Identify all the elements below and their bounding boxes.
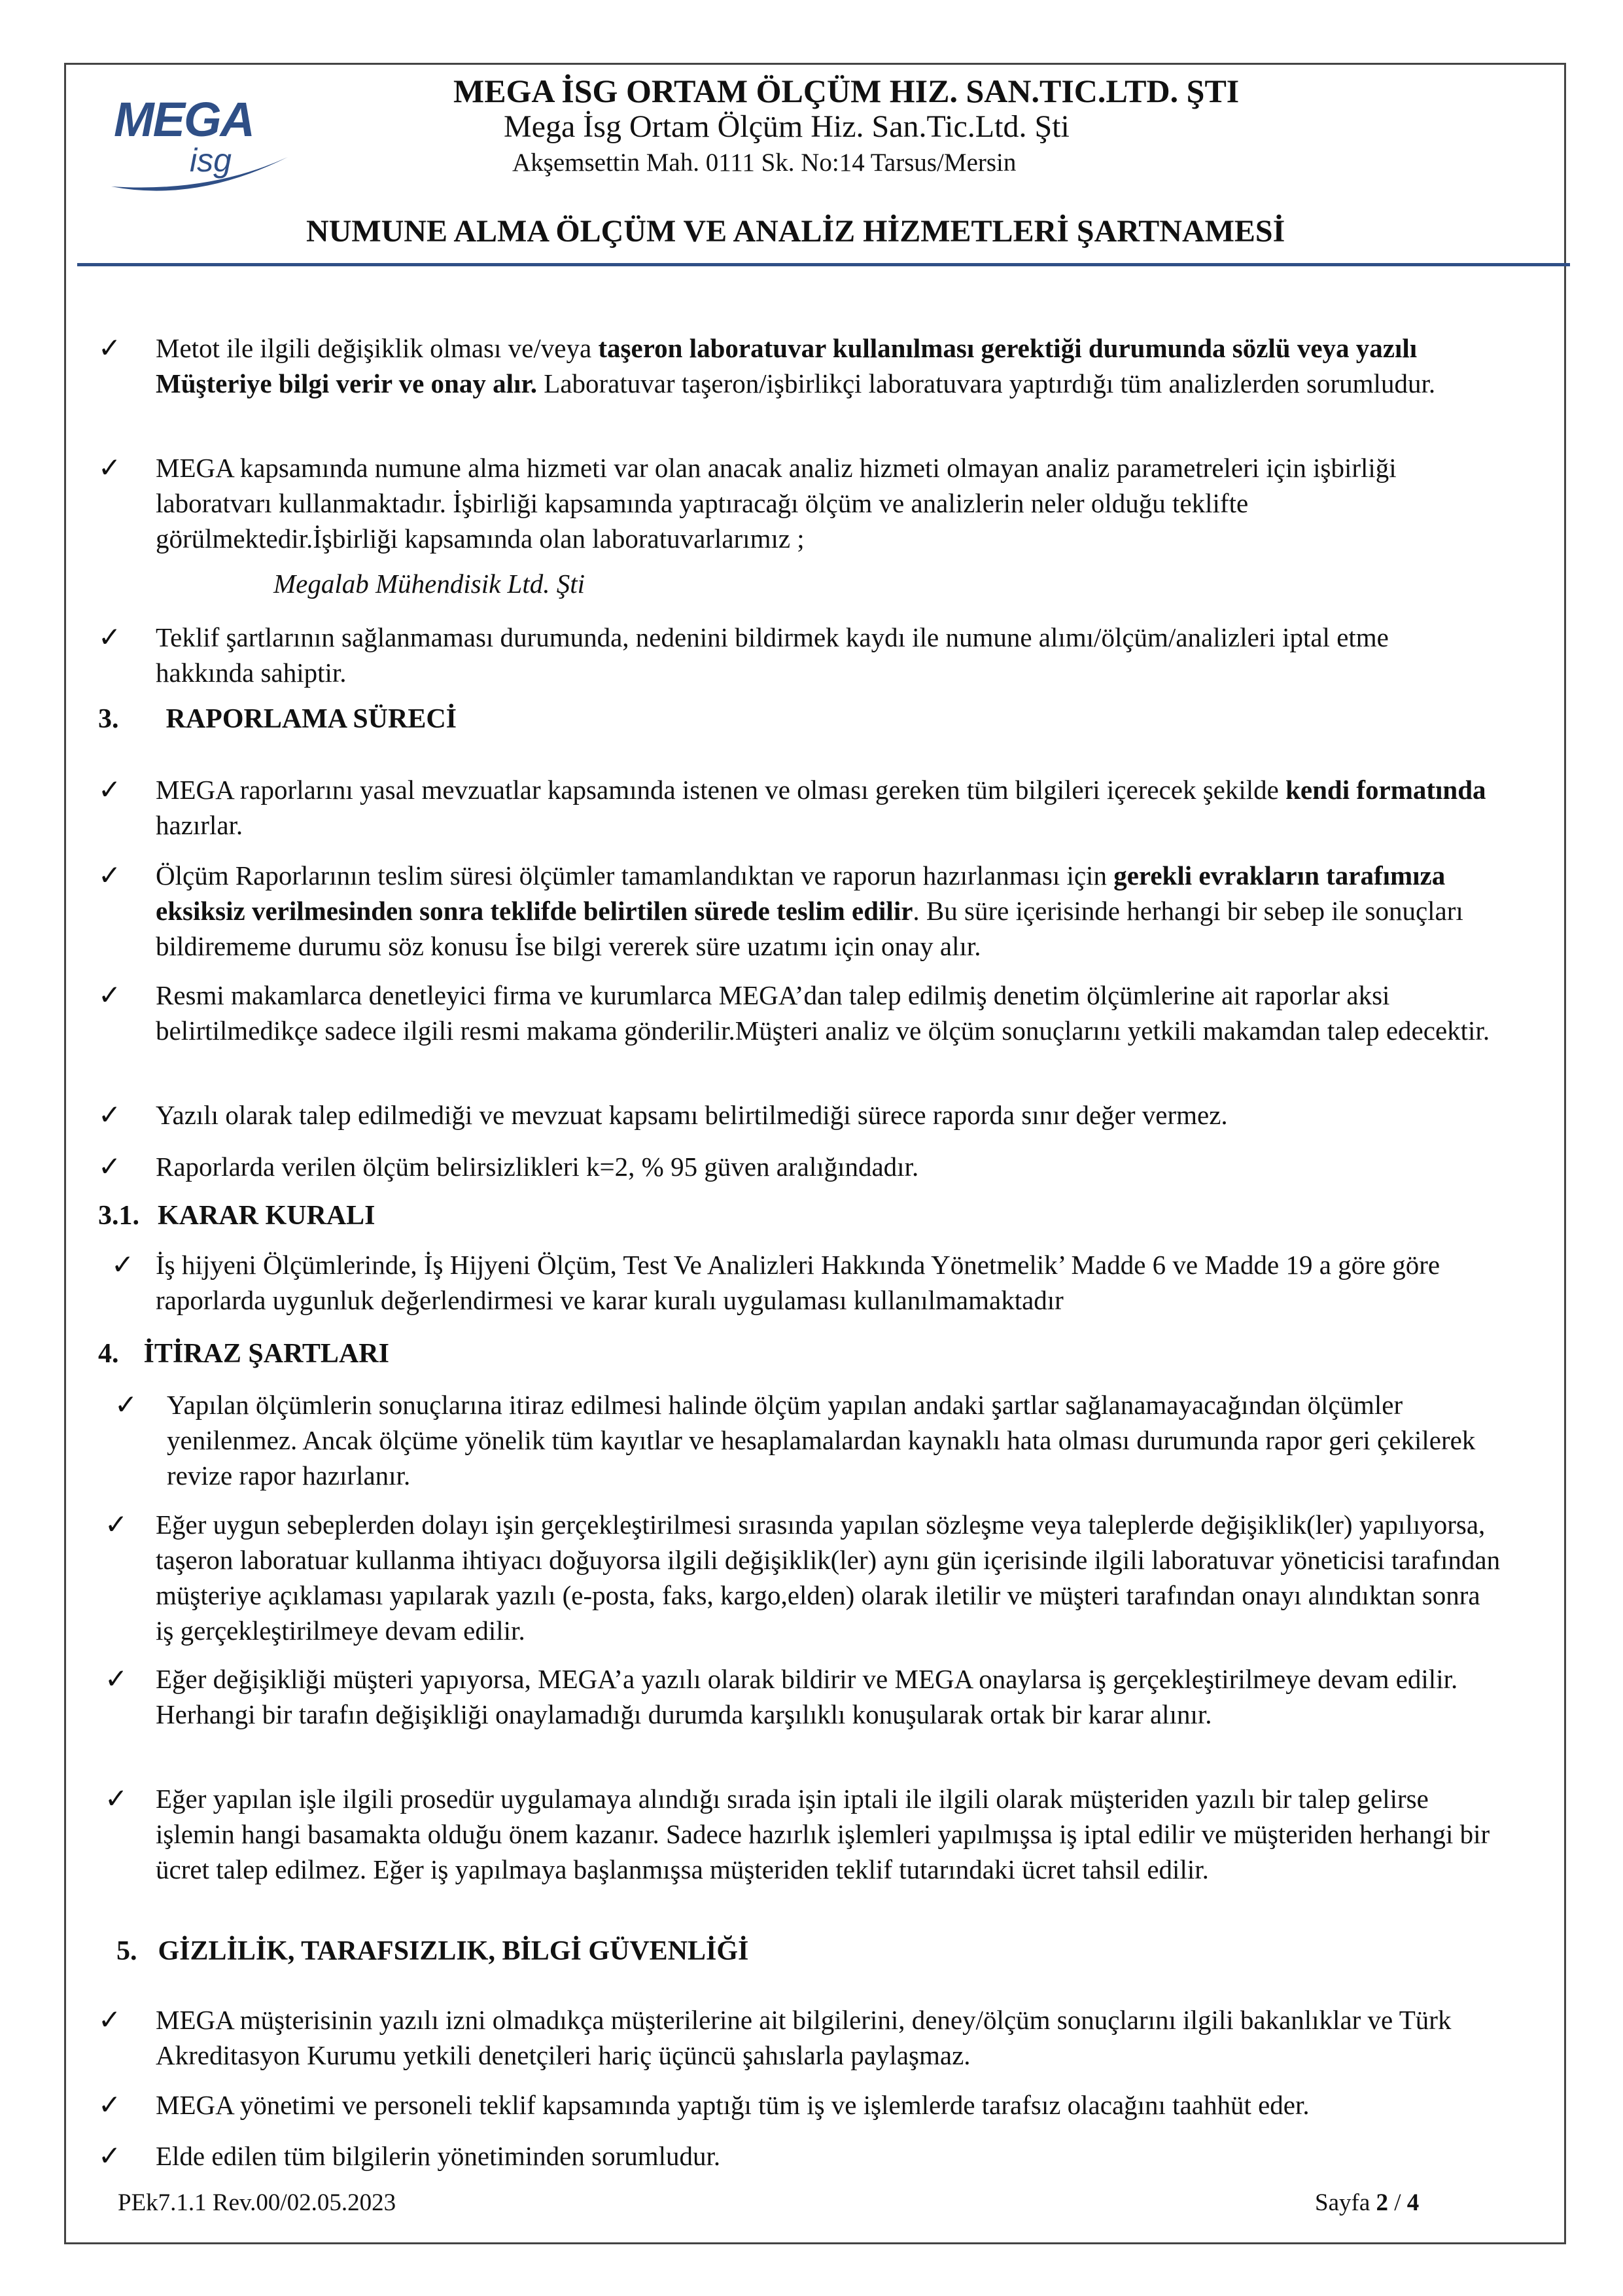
section-heading: 3. RAPORLAMA SÜRECİ — [98, 704, 457, 734]
header-divider — [77, 263, 1570, 266]
list-item-text: İş hijyeni Ölçümlerinde, İş Hijyeni Ölçüm, Test Ve Analizleri Hakkında Yönetmelik’ Madde 6 ve Madde 19 a göre göre raporlarda uygunluk değerlendirmesi ve karar kuralı uygulaması kullanılmamaktadır — [156, 1250, 1440, 1315]
document-code: PEk7.1.1 Rev.00/02.05.2023 — [118, 2189, 396, 2216]
check-icon: ✓ — [98, 2004, 122, 2036]
check-icon: ✓ — [98, 621, 122, 653]
check-icon: ✓ — [98, 451, 122, 484]
list-item-text: Eğer değişikliği müşteri yapıyorsa, MEGA’a yazılı olarak bildirir ve MEGA onaylarsa iş gerçekleştirilmeye devam edilir. Herhangi bir tarafın değişikliği onaylamadığı durumda karşılıklı konuşularak ortak bir karar alınır. — [156, 1664, 1458, 1729]
check-icon: ✓ — [105, 1782, 128, 1814]
check-icon: ✓ — [98, 859, 122, 891]
check-icon: ✓ — [105, 1663, 128, 1695]
list-item-text: Eğer uygun sebeplerden dolayı işin gerçekleştirilmesi sırasında yapılan sözleşme veya taleplerde değişiklik(ler) yapılıyorsa, taşeron laboratuar kullanma ihtiyacı doğuyorsa ilgili değişiklik(ler) aynı gün içerisinde ilgili laboratuvar yöneticisi tarafından müşteriye açıklaması yapılarak yazılı (e-posta, faks, kargo,elden) olarak iletilir ve müşteri tarafından onayı alındıktan sonra iş gerçekleştirilmeye devam edilir. — [156, 1510, 1501, 1646]
check-icon: ✓ — [98, 2140, 122, 2172]
list-item-text: Resmi makamlarca denetleyici firma ve kurumlarca MEGA’dan talep edilmiş denetim ölçümlerine ait raporlar aksi belirtilmedikçe sadece ilgili resmi makama gönderilir.Müşteri analiz ve ölçüm sonuçlarını yetkili makamdan talep edecektir. — [156, 980, 1490, 1046]
list-item-text: Elde edilen tüm bilgilerin yönetiminden sorumludur. — [156, 2141, 721, 2171]
list-item-text: Eğer yapılan işle ilgili prosedür uygulamaya alındığı sırada işin iptali ile ilgili olarak müşteriden yazılı bir talep gelirse işlemin hangi basamakta olduğu önem kazanır. Sadece hazırlık işlemleri yapılmışsa iş iptal edilir ve müşteriden herhangi bir ücret talep edilmez. Eğer iş yapılmaya başlanmışsa müşteriden teklif tutarındaki ücret tahsil edilir. — [156, 1784, 1490, 1884]
partner-lab-name: Megalab Mühendisik Ltd. Şti — [273, 569, 585, 599]
check-icon: ✓ — [98, 1150, 122, 1182]
check-icon: ✓ — [111, 1248, 135, 1280]
document-title: NUMUNE ALMA ÖLÇÜM VE ANALİZ HİZMETLERİ ŞARTNAMESİ — [306, 214, 1285, 249]
company-name-bold: MEGA İSG ORTAM ÖLÇÜM HIZ. SAN.TIC.LTD. ŞTI — [453, 73, 1240, 109]
list-item-text: Metot ile ilgili değişiklik olması ve/veya taşeron laboratuvar kullanılması gerektiği durumunda sözlü veya yazılı Müşteriye bilgi verir ve onay alır. Laboratuvar taşeron/işbirlikçi laboratuvara yaptırdığı tüm analizlerden sorumludur. — [156, 333, 1436, 398]
logo-text: MEGA — [114, 92, 254, 147]
section-heading: 5. GİZLİLİK, TARAFSIZLIK, BİLGİ GÜVENLİĞİ — [116, 1936, 749, 1966]
company-logo — [98, 79, 301, 209]
company-name: Mega İsg Ortam Ölçüm Hiz. San.Tic.Ltd. Şti — [504, 109, 1070, 144]
company-address: Akşemsettin Mah. 0111 Sk. No:14 Tarsus/Mersin — [512, 149, 1017, 177]
check-icon: ✓ — [105, 1508, 128, 1540]
logo-subtext: isg — [190, 142, 232, 179]
list-item-text: Ölçüm Raporlarının teslim süresi ölçümler tamamlandıktan ve raporun hazırlanması için gerekli evrakların tarafımıza eksiksiz verilmesinden sonra teklifde belirtilen sürede teslim edilir. Bu süre içerisinde herhangi bir sebep ile sonuçları bildirememe durumu söz konusu İse bilgi vererek süre uzatımı için onay alır. — [156, 860, 1463, 961]
check-icon: ✓ — [98, 332, 122, 364]
check-icon: ✓ — [98, 773, 122, 805]
check-icon: ✓ — [98, 979, 122, 1011]
check-icon: ✓ — [98, 1099, 122, 1131]
list-item-text: Teklif şartlarının sağlanmaması durumunda, nedenini bildirmek kaydı ile numune alımı/ölçüm/analizleri iptal etme hakkında sahiptir. — [156, 622, 1389, 688]
list-item-text: MEGA yönetimi ve personeli teklif kapsamında yaptığı tüm iş ve işlemlerde tarafsız olacağını taahhüt eder. — [156, 2090, 1310, 2120]
list-item-text: Yapılan ölçümlerin sonuçlarına itiraz edilmesi halinde ölçüm yapılan andaki şartlar sağlanamayacağından ölçümler yenilenmez. Ancak ölçüme yönelik tüm kayıtlar ve hesaplamalardan kaynaklı hata olması durumunda rapor geri çekilerek revize rapor hazırlanır. — [167, 1390, 1476, 1491]
check-icon: ✓ — [98, 2089, 122, 2121]
list-item-text: MEGA kapsamında numune alma hizmeti var olan anacak analiz hizmeti olmayan analiz parametreleri için işbirliği laboratvarı kullanmaktadır. İşbirliği kapsamında yaptıracağı ölçüm ve analizlerin neler olduğu teklifte görülmektedir.İşbirliği kapsamında olan laboratuvarlarımız ; — [156, 453, 1397, 554]
list-item-text: Yazılı olarak talep edilmediği ve mevzuat kapsamı belirtilmediği sürece raporda sınır değer vermez. — [156, 1100, 1228, 1130]
list-item-text: MEGA raporlarını yasal mevzuatlar kapsamında istenen ve olması gereken tüm bilgileri içerecek şekilde kendi formatında hazırlar. — [156, 775, 1486, 840]
section-heading: 4. İTİRAZ ŞARTLARI — [98, 1339, 389, 1369]
list-item-text: MEGA müşterisinin yazılı izni olmadıkça müşterilerine ait bilgilerini, deney/ölçüm sonuçlarını ilgili bakanlıklar ve Türk Akreditasyon Kurumu yetkili denetçileri hariç üçüncü şahıslarla paylaşmaz. — [156, 2005, 1452, 2070]
check-icon: ✓ — [114, 1388, 138, 1421]
page-number: Sayfa 2 / 4 — [1315, 2189, 1420, 2216]
section-heading: 3.1. KARAR KURALI — [98, 1201, 375, 1231]
list-item-text: Raporlarda verilen ölçüm belirsizlikleri k=2, % 95 güven aralığındadır. — [156, 1152, 919, 1182]
